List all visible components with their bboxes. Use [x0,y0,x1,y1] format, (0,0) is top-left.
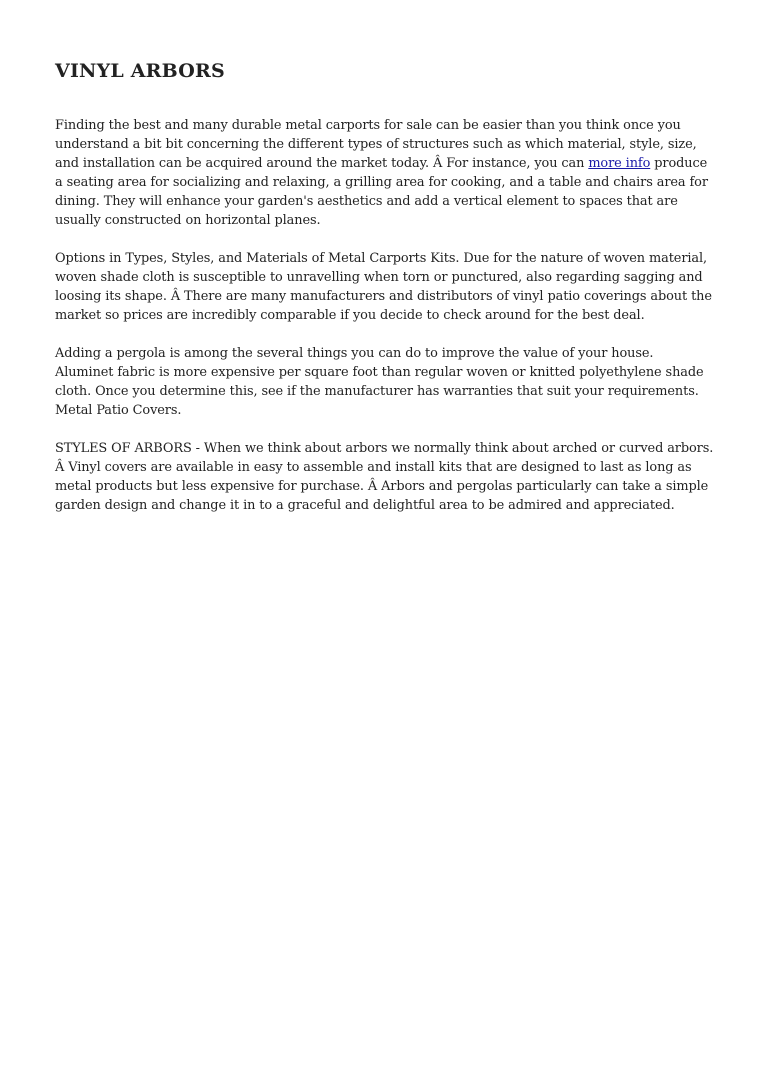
more-info-link[interactable]: more info [588,156,651,171]
document-title: VINYL ARBORS [55,60,225,82]
document-page [55,60,715,534]
paragraph-4: STYLES OF ARBORS - When we think about arbors we normally think about arched or curved arbors. Â Vinyl covers are available in easy to assemble and install kits that are designed to last as long as metal products but less expensive for purchase. Â Arbors and pergolas particularly can take a simple garden design and change it in to a graceful and delightful area to be admired and appreciated. [55,441,714,513]
paragraph-1-text-before-link: Finding the best and many durable metal carports for sale can be easier than you think once you understand a bit bit concerning the different types of structures such as which material, style, size, and installation can be acquired around the market today. Â For instance, you can [55,118,697,171]
paragraph-3: Adding a pergola is among the several things you can do to improve the value of your house. Aluminet fabric is more expensive per square foot than regular woven or knitted polyethylene shade cloth. Once you determine this, see if the manufacturer has warranties that suit your requirements. Metal Patio Covers. [55,346,704,418]
paragraph-1-text-after-link: produce a seating area for socializing and relaxing, a grilling area for cooking, and a table and chairs area for dining. They will enhance your garden's aesthetics and add a vertical element to spaces that are usually constructed on horizontal planes. [55,156,708,228]
paragraph-2: Options in Types, Styles, and Materials of Metal Carports Kits. Due for the nature of woven material, woven shade cloth is susceptible to unravelling when torn or punctured, also regarding sagging and loosing its shape. Â There are many manufacturers and distributors of vinyl patio coverings about the market so prices are incredibly comparable if you decide to check around for the best deal. [55,251,712,323]
paragraph-1 [55,116,715,230]
